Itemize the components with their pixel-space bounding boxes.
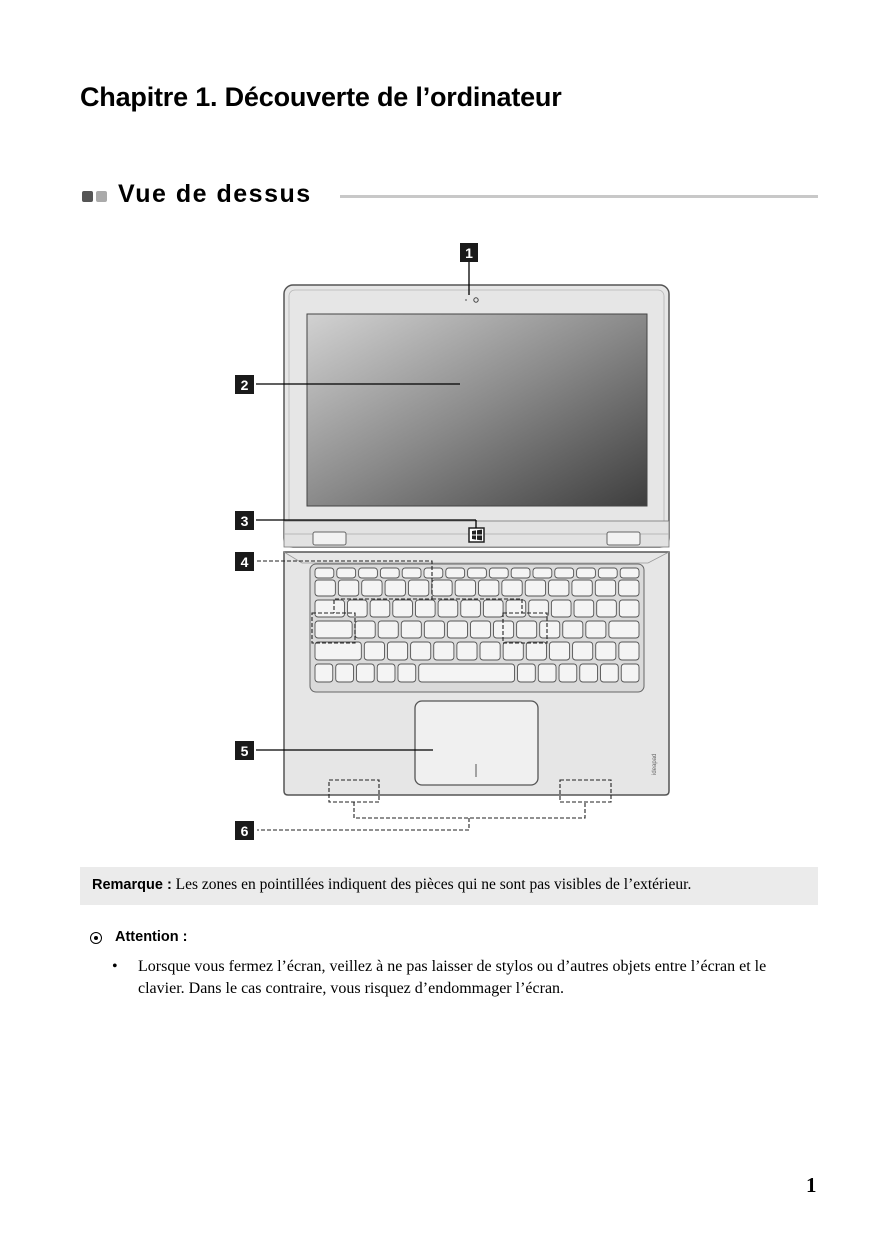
svg-text:3: 3 bbox=[240, 513, 249, 529]
section-header bbox=[80, 180, 818, 210]
key bbox=[549, 580, 569, 596]
callout-marker-1 bbox=[460, 243, 478, 262]
svg-text:1: 1 bbox=[465, 245, 473, 261]
key bbox=[401, 621, 421, 638]
key bbox=[337, 568, 356, 578]
laptop-base bbox=[284, 552, 669, 795]
svg-text:6: 6 bbox=[240, 823, 249, 839]
key bbox=[511, 568, 530, 578]
key bbox=[489, 568, 508, 578]
key bbox=[598, 568, 617, 578]
key bbox=[315, 664, 333, 682]
callout-marker-2 bbox=[235, 375, 254, 394]
callout-marker-3 bbox=[235, 511, 254, 530]
key bbox=[370, 600, 390, 617]
laptop-top-view-diagram bbox=[0, 235, 876, 850]
key bbox=[424, 621, 444, 638]
key bbox=[315, 642, 361, 660]
key bbox=[338, 580, 358, 596]
windows-button-icon bbox=[469, 528, 484, 542]
key bbox=[549, 642, 569, 660]
key bbox=[533, 568, 552, 578]
key bbox=[380, 568, 399, 578]
svg-text:2: 2 bbox=[240, 377, 249, 393]
key bbox=[517, 621, 537, 638]
svg-text:4: 4 bbox=[240, 554, 249, 570]
key bbox=[597, 600, 617, 617]
key bbox=[347, 600, 367, 617]
key bbox=[586, 621, 606, 638]
page-number: 1 bbox=[806, 1173, 817, 1197]
key bbox=[461, 600, 481, 617]
key bbox=[315, 568, 334, 578]
key bbox=[574, 600, 594, 617]
key bbox=[480, 642, 500, 660]
key bbox=[315, 580, 335, 596]
key bbox=[424, 568, 443, 578]
key bbox=[393, 600, 413, 617]
section-bullet-icon bbox=[96, 191, 107, 202]
callout-marker-5 bbox=[235, 741, 254, 760]
key bbox=[555, 568, 574, 578]
key bbox=[551, 600, 571, 617]
key bbox=[572, 580, 592, 596]
key bbox=[378, 621, 398, 638]
key bbox=[577, 568, 596, 578]
key bbox=[419, 664, 515, 682]
screen bbox=[307, 314, 647, 506]
brand-logo: ideapad bbox=[652, 753, 658, 775]
key bbox=[359, 568, 378, 578]
key bbox=[619, 580, 639, 596]
key bbox=[457, 642, 477, 660]
key bbox=[529, 600, 549, 617]
attention-label: Attention : bbox=[115, 929, 188, 945]
svg-text:5: 5 bbox=[240, 743, 249, 759]
note-box bbox=[80, 867, 818, 905]
key bbox=[408, 580, 428, 596]
key bbox=[364, 642, 384, 660]
key bbox=[601, 664, 619, 682]
key bbox=[432, 580, 452, 596]
key bbox=[356, 664, 374, 682]
key bbox=[315, 621, 352, 638]
key bbox=[483, 600, 503, 617]
key bbox=[580, 664, 598, 682]
note-text: Les zones en pointillées indiquent des pièces qui ne sont pas visibles de l’extérieur. bbox=[171, 876, 692, 893]
key bbox=[355, 621, 375, 638]
key bbox=[595, 580, 615, 596]
key bbox=[385, 580, 405, 596]
key bbox=[620, 568, 639, 578]
key bbox=[573, 642, 593, 660]
key bbox=[411, 642, 431, 660]
key bbox=[540, 621, 560, 638]
laptop-display bbox=[284, 285, 669, 547]
key bbox=[619, 642, 639, 660]
attention-item-text: Lorsque vous fermez l’écran, veillez à ne pas laisser de stylos ou d’autres objets entre l’écran et le clavier. Dans le cas contraire, vous risquez d’endommager l’écran. bbox=[138, 958, 767, 997]
key bbox=[621, 664, 639, 682]
key bbox=[415, 600, 435, 617]
key bbox=[446, 568, 465, 578]
key bbox=[387, 642, 407, 660]
key bbox=[447, 621, 467, 638]
key bbox=[315, 600, 344, 617]
key bbox=[402, 568, 421, 578]
key bbox=[494, 621, 514, 638]
chapter-title: Chapitre 1. Découverte de l’ordinateur bbox=[80, 82, 562, 112]
key bbox=[559, 664, 577, 682]
key bbox=[468, 568, 487, 578]
callout-marker-4 bbox=[235, 552, 254, 571]
note-label: Remarque : bbox=[92, 877, 172, 893]
key bbox=[525, 580, 545, 596]
key bbox=[438, 600, 458, 617]
key bbox=[455, 580, 475, 596]
key bbox=[362, 580, 382, 596]
key bbox=[434, 642, 454, 660]
key bbox=[503, 642, 523, 660]
key bbox=[502, 580, 522, 596]
attention-icon bbox=[90, 932, 102, 944]
key bbox=[596, 642, 616, 660]
key bbox=[619, 600, 639, 617]
key bbox=[336, 664, 354, 682]
key bbox=[398, 664, 416, 682]
section-bullet-icon bbox=[82, 191, 93, 202]
key bbox=[479, 580, 499, 596]
section-rule bbox=[340, 195, 818, 198]
key bbox=[526, 642, 546, 660]
bullet-icon: • bbox=[112, 958, 118, 975]
key bbox=[518, 664, 536, 682]
key bbox=[470, 621, 490, 638]
callout-marker-6 bbox=[235, 821, 254, 840]
key bbox=[506, 600, 526, 617]
key bbox=[538, 664, 556, 682]
key bbox=[563, 621, 583, 638]
key bbox=[609, 621, 639, 638]
key bbox=[377, 664, 395, 682]
section-title: Vue de dessus bbox=[118, 180, 312, 208]
